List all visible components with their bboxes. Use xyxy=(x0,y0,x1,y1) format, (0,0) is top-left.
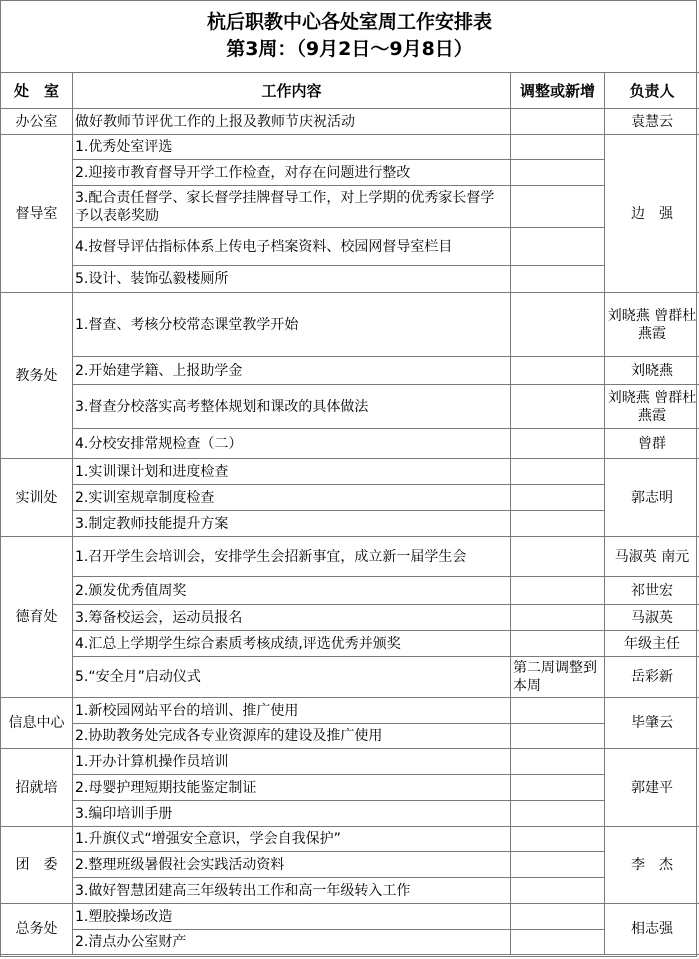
table-row xyxy=(1,930,699,955)
task-cell: 3.督查分校落实高考整体规划和课改的具体做法 xyxy=(73,385,511,429)
adjust-cell xyxy=(511,930,605,955)
dept-cell: 办公室 xyxy=(1,109,73,135)
header-dept: 处 室 xyxy=(1,73,73,109)
task-cell: 2.清点办公室财产 xyxy=(73,930,511,955)
task-cell: 3.制定教师技能提升方案 xyxy=(73,511,511,537)
owner-cell: 曾群 xyxy=(605,429,699,459)
table-row xyxy=(1,537,699,577)
adjust-cell xyxy=(511,429,605,459)
adjust-cell xyxy=(511,459,605,485)
adjust-cell xyxy=(511,631,605,657)
task-cell: 2.协助教务处完成各专业资源库的建设及推广使用 xyxy=(73,724,511,749)
adjust-cell xyxy=(511,511,605,537)
task-cell: 5.“安全月”启动仪式 xyxy=(73,657,511,698)
task-cell: 1.塑胶操场改造 xyxy=(73,904,511,930)
task-cell: 1.开办计算机操作员培训 xyxy=(73,749,511,775)
task-cell: 4.汇总上学期学生综合素质考核成绩,评选优秀并颁奖 xyxy=(73,631,511,657)
dept-cell: 信息中心 xyxy=(1,698,73,749)
adjust-cell xyxy=(511,485,605,511)
owner-cell: 马淑英 南元 xyxy=(605,537,699,577)
adjust-cell xyxy=(511,385,605,429)
adjust-cell xyxy=(511,266,605,293)
owner-cell: 相志强 xyxy=(605,904,699,955)
header-owner: 负责人 xyxy=(605,73,699,109)
table-row xyxy=(1,266,699,293)
table-row xyxy=(1,385,699,429)
header-adjust: 调整或新增 xyxy=(511,73,605,109)
table-row xyxy=(1,186,699,228)
owner-cell: 李 杰 xyxy=(605,827,699,904)
owner-cell: 毕肇云 xyxy=(605,698,699,749)
task-cell: 1.实训课计划和进度检查 xyxy=(73,459,511,485)
table-row xyxy=(1,878,699,904)
adjust-cell: 第二周调整到本周 xyxy=(511,657,605,698)
table-row xyxy=(1,135,699,160)
task-cell: 1.新校园网站平台的培训、推广使用 xyxy=(73,698,511,724)
task-cell: 4.分校安排常规检查（二） xyxy=(73,429,511,459)
table-row xyxy=(1,228,699,266)
task-cell: 4.按督导评估指标体系上传电子档案资料、校园网督导室栏目 xyxy=(73,228,511,266)
adjust-cell xyxy=(511,135,605,160)
table-row xyxy=(1,749,699,775)
table-row xyxy=(1,852,699,878)
adjust-cell xyxy=(511,801,605,827)
dept-cell: 招就培 xyxy=(1,749,73,827)
table-row xyxy=(1,511,699,537)
adjust-cell xyxy=(511,186,605,228)
adjust-cell xyxy=(511,878,605,904)
table-row xyxy=(1,459,699,485)
dept-cell: 督导室 xyxy=(1,135,73,293)
table-row xyxy=(1,657,699,698)
table-row xyxy=(1,698,699,724)
table-row xyxy=(1,293,699,357)
dept-cell: 总务处 xyxy=(1,904,73,955)
adjust-cell xyxy=(511,852,605,878)
adjust-cell xyxy=(511,228,605,266)
table-title: 杭后职教中心各处室周工作安排表 xyxy=(206,11,492,33)
task-cell: 3.筹备校运会，运动员报名 xyxy=(73,605,511,631)
header-row xyxy=(1,73,699,109)
dept-cell: 德育处 xyxy=(1,537,73,698)
dept-cell: 实训处 xyxy=(1,459,73,537)
owner-cell: 马淑英 xyxy=(605,605,699,631)
owner-cell: 袁慧云 xyxy=(605,109,699,135)
table-row xyxy=(1,605,699,631)
task-cell: 3.编印培训手册 xyxy=(73,801,511,827)
task-cell: 1.升旗仪式“增强安全意识，学会自我保护” xyxy=(73,827,511,852)
adjust-cell xyxy=(511,749,605,775)
adjust-cell xyxy=(511,160,605,186)
owner-cell: 刘晓燕 曾群杜燕霞 xyxy=(605,385,699,429)
task-cell: 2.开始建学籍、上报助学金 xyxy=(73,357,511,385)
owner-cell: 祁世宏 xyxy=(605,577,699,605)
owner-cell: 边 强 xyxy=(605,135,699,293)
task-cell: 1.召开学生会培训会，安排学生会招新事宜，成立新一届学生会 xyxy=(73,537,511,577)
owner-cell: 郭志明 xyxy=(605,459,699,537)
table-row xyxy=(1,775,699,801)
owner-cell: 郭建平 xyxy=(605,749,699,827)
owner-cell: 岳彩新 xyxy=(605,657,699,698)
adjust-cell xyxy=(511,605,605,631)
dept-cell: 教务处 xyxy=(1,293,73,459)
task-cell: 3.配合责任督学、家长督学挂牌督导工作，对上学期的优秀家长督学予以表彰奖励 xyxy=(73,186,511,228)
adjust-cell xyxy=(511,724,605,749)
task-cell: 2.实训室规章制度检查 xyxy=(73,485,511,511)
dept-cell: 团 委 xyxy=(1,827,73,904)
title-block xyxy=(0,0,699,72)
owner-cell: 刘晓燕 xyxy=(605,357,699,385)
task-cell: 1.优秀处室评选 xyxy=(73,135,511,160)
table-row xyxy=(1,357,699,385)
adjust-cell xyxy=(511,537,605,577)
task-cell: 2.迎接市教育督导开学工作检查，对存在问题进行整改 xyxy=(73,160,511,186)
adjust-cell xyxy=(511,109,605,135)
adjust-cell xyxy=(511,357,605,385)
schedule-table xyxy=(0,72,699,955)
table-row xyxy=(1,485,699,511)
task-cell: 2.颁发优秀值周奖 xyxy=(73,577,511,605)
table-row xyxy=(1,160,699,186)
owner-cell: 年级主任 xyxy=(605,631,699,657)
task-cell: 5.设计、装饰弘毅楼厕所 xyxy=(73,266,511,293)
table-row xyxy=(1,801,699,827)
table-row xyxy=(1,577,699,605)
task-cell: 1.督查、考核分校常态课堂教学开始 xyxy=(73,293,511,357)
adjust-cell xyxy=(511,904,605,930)
adjust-cell xyxy=(511,775,605,801)
table-row xyxy=(1,724,699,749)
task-cell: 3.做好智慧团建高三年级转出工作和高一年级转入工作 xyxy=(73,878,511,904)
task-cell: 2.整理班级暑假社会实践活动资料 xyxy=(73,852,511,878)
table-row xyxy=(1,631,699,657)
table-row xyxy=(1,429,699,459)
header-content: 工作内容 xyxy=(73,73,511,109)
task-cell: 做好教师节评优工作的上报及教师节庆祝活动 xyxy=(73,109,511,135)
adjust-cell xyxy=(511,827,605,852)
week-range: 第3周：（9月2日～9月8日） xyxy=(226,38,473,60)
adjust-cell xyxy=(511,293,605,357)
table-row xyxy=(1,904,699,930)
owner-cell: 刘晓燕 曾群杜燕霞 xyxy=(605,293,699,357)
table-row xyxy=(1,827,699,852)
task-cell: 2.母婴护理短期技能鉴定制证 xyxy=(73,775,511,801)
adjust-cell xyxy=(511,698,605,724)
adjust-cell xyxy=(511,577,605,605)
table-row xyxy=(1,109,699,135)
